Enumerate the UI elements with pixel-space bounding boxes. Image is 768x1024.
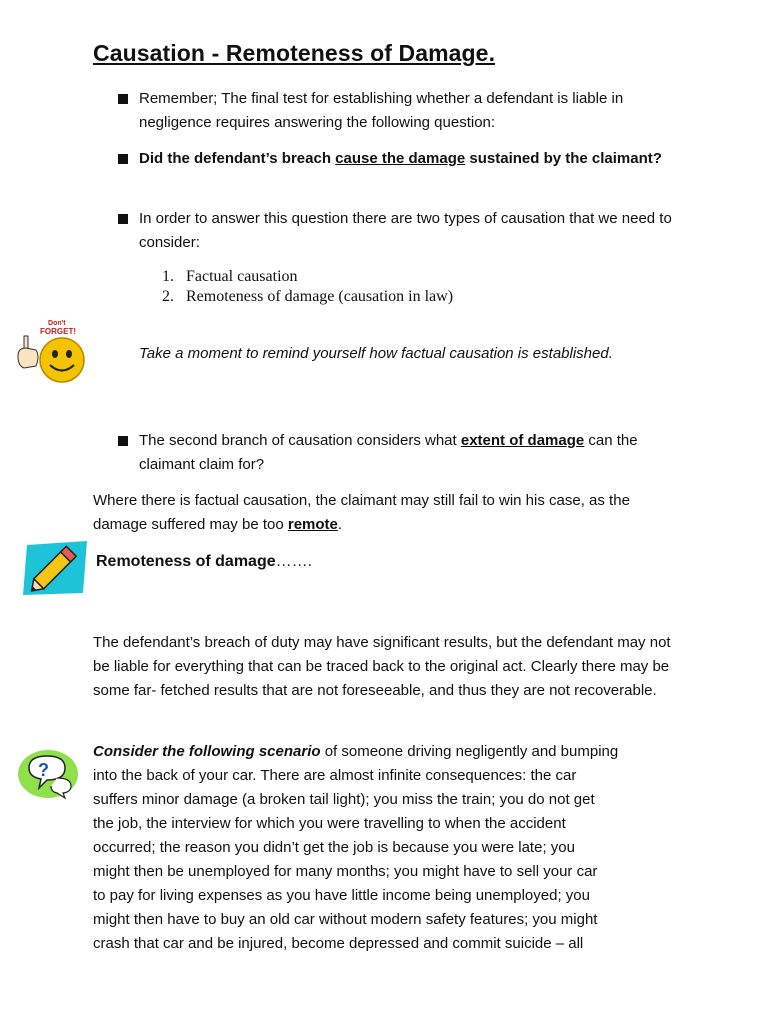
list-item: 1. Factual causation [162,268,298,285]
pencil-icon [21,539,91,597]
svg-text:?: ? [38,760,49,780]
reminder-text: Take a moment to remind yourself how factual causation is established. [139,345,613,362]
remoteness-heading: Remoteness of damage……. [96,553,313,570]
breach-paragraph: The defendant’s breach of duty may have significant results, but the defendant may not be liable for everything that can be traced back to the original act. Clearly there may be some far- fetched results that are not foreseeable, and thus they are not recoverable. [93,634,671,699]
extent-of-damage-text: extent of damage [460,432,585,449]
bullet-square [118,214,128,224]
bullet-second-branch: The second branch of causation considers what extent of damage can the claimant claim for? [139,432,638,473]
dont-forget-smiley-icon [14,316,90,384]
bullet-square [118,94,128,104]
factual-causation-paragraph: Where there is factual causation, the claimant may still fail to win his case, as the damage suffered may be too remote. [93,492,630,533]
remote-text: remote [287,516,338,533]
list-item: 2. Remoteness of damage (causation in law) [162,288,454,305]
question-text-pre: Did the defendant’s breach [139,150,336,167]
question-text-post: sustained by the claimant? [465,150,662,167]
question-bubble-icon [17,748,79,800]
bullet-square [118,154,128,164]
svg-text:FORGET!: FORGET! [40,327,76,336]
scenario-paragraph: Consider the following scenario of someone driving negligently and bumping into the back of your car. There are almost infinite consequences: the car suffers minor damage (a broken tail light); you miss the train; you do not get the job, the interview for which you were travelling to when the accident occurred; the reason you didn’t get the job is because you were late; you might then be unemployed for many months; you might have to sell your car to pay for living expenses as you have little income being unemployed; you might then have to buy an old car without modern safety features; you might crash that car and be injured, become depressed and commit suicide – all [93,743,619,952]
bullet-question [139,147,684,171]
page-title: Causation - Remoteness of Damage. [93,40,496,66]
scenario-lead: Consider the following scenario [93,743,321,760]
bullet-two-types: In order to answer this question there are two types of causation that we need to consider: [139,210,672,251]
bullet-square [118,436,128,446]
svg-text:Don't: Don't [48,320,66,327]
causation-list [162,267,453,307]
bullet-remember: Remember; The final test for establishing whether a defendant is liable in negligence requires answering the following question: [139,90,624,131]
cause-the-damage-text: cause the damage [335,150,466,167]
